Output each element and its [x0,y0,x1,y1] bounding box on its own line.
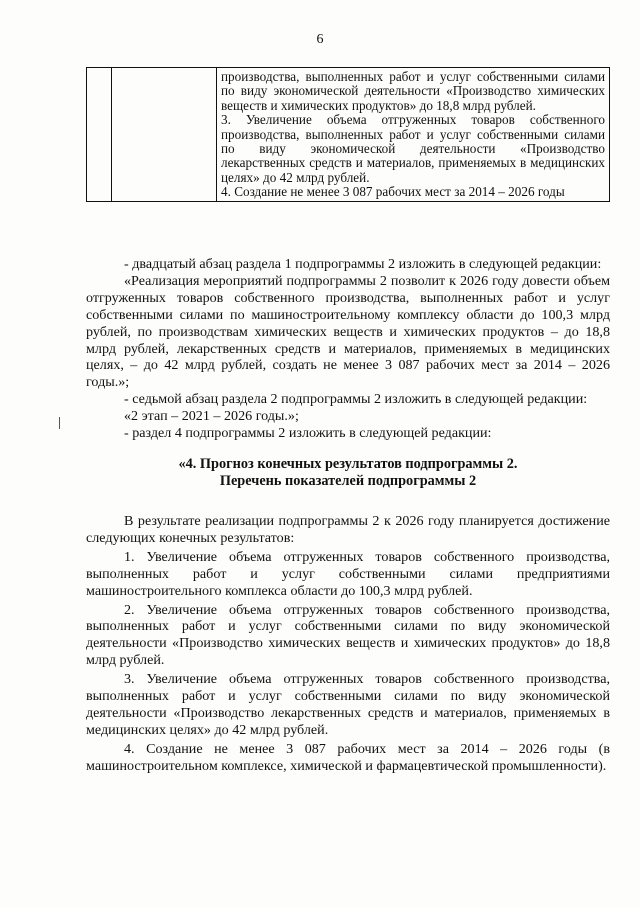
paragraph-amendment-3: - раздел 4 подпрограммы 2 изложить в следующей редакции: [124,425,492,442]
table-cell-label [112,68,217,202]
document-body [86,256,610,775]
paragraph-intro: В результате реализации подпрограммы 2 к 2026 году планируется достижение следующих конечных результатов: [86,512,610,546]
table-cell-results [217,68,610,202]
table-cell-number [87,68,112,202]
section-heading: «4. Прогноз конечных результатов подпрограммы 2. [178,455,518,472]
page-number: 6 [316,32,324,47]
margin-mark [59,417,60,429]
continuation-table [86,67,610,202]
paragraph-quote-1: «Реализация мероприятий подпрограммы 2 позволит к 2026 году довести объем отгруженных товаров собственного производства, выполненных работ и услуг собственными силами по машиностроительному комплексу области до 100,3 млрд рублей, по производствам химических веществ и химических продуктов – до 18,8 млрд рублей, лекарственных средств и материалов, применяемых в медицинских целях, – до 42 млрд рублей, создать не менее 3 087 рабочих мест за 2014 – 2026 годы.»; [86,272,610,391]
paragraph-amendment-1: - двадцатый абзац раздела 1 подпрограммы 2 изложить в следующей редакции: [124,256,602,272]
paragraph-result-3: 3. Увеличение объема отгруженных товаров собственного производства, выполненных работ и услуг собственными силами по виду экономической деятельности «Производство лекарственных средств и материалов, применяемых в медицинских целях» до 42 млрд рублей. [86,671,610,738]
paragraph-result-1: 1. Увеличение объема отгруженных товаров собственного производства, выполненных работ и услуг собственными силами предприятиями машиностроительного комплекса области до 100,3 млрд рублей. [86,548,610,599]
table-line: 3. Увеличение объема отгруженных товаров собственного производства, выполненных работ и услуг собственными силами по виду экономической деятельности «Производство лекарственных средств и материалов, применяемых в медицинских целях» до 42 млрд рублей. [221,112,605,185]
section-subheading: Перечень показателей подпрограммы 2 [219,472,477,489]
paragraph-result-4: 4. Создание не менее 3 087 рабочих мест за 2014 – 2026 годы (в машиностроительном комплексе, химической и фармацевтической промышленности). [86,740,610,774]
table-row [87,68,610,202]
paragraph-quote-2: «2 этап – 2021 – 2026 годы.»; [124,408,299,425]
paragraph-amendment-2: - седьмой абзац раздела 2 подпрограммы 2 изложить в следующей редакции: [124,391,588,408]
paragraph-result-2: 2. Увеличение объема отгруженных товаров собственного производства, выполненных работ и услуг собственными силами по виду экономической деятельности «Производство химических веществ и химических продуктов» до 18,8 млрд рублей. [86,601,610,669]
table-line: 4. Создание не менее 3 087 рабочих мест за 2014 – 2026 годы [221,184,565,200]
table-line: производства, выполненных работ и услуг собственными силами по виду экономической деятельности «Производство химических веществ и химических продуктов» до 18,8 млрд рублей. [221,69,605,113]
